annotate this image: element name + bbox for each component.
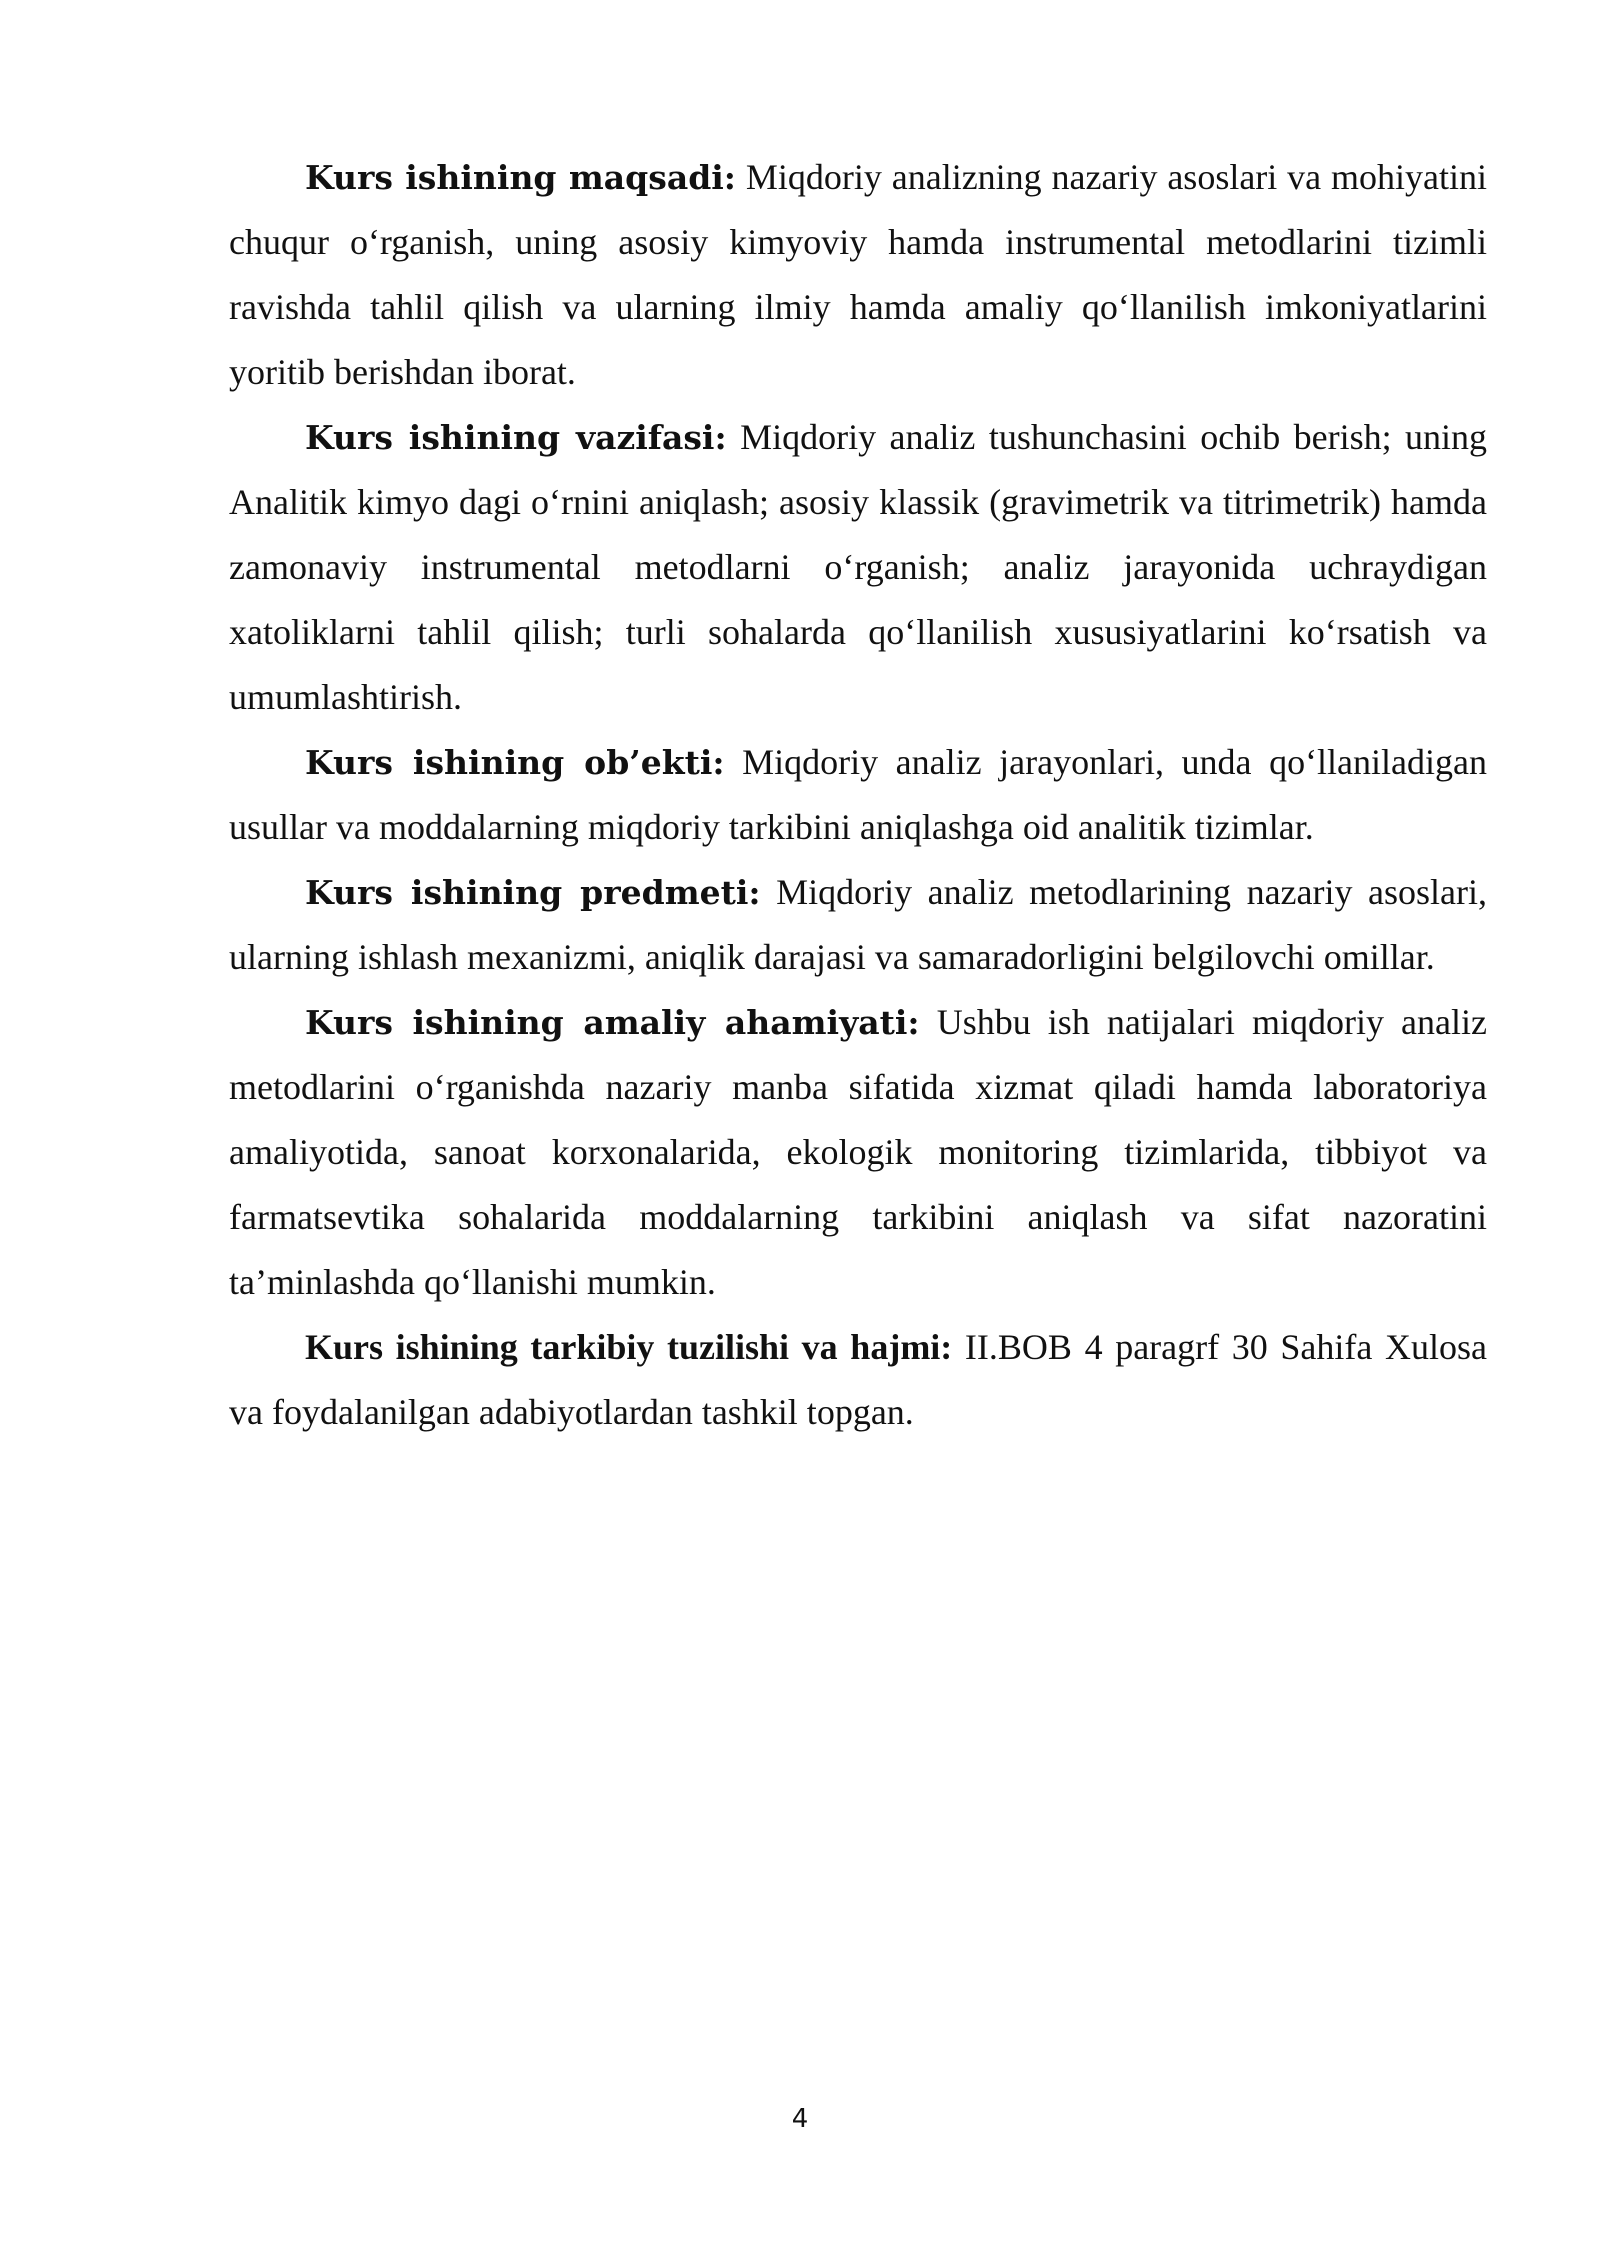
document-body [229, 145, 1487, 1445]
paragraph-tarkibiy-tuzilishi [229, 1315, 1487, 1445]
paragraph-text: Ushbu ish natijalari miqdoriy analiz metodlarini o‘rganishda nazariy manba sifatida xizmat qiladi hamda laboratoriya amaliyotida, sanoat korxonalarida, ekologik monitoring tizimlarida, tibbiyot va farmatsevtika sohalarida moddalarning tarkibini aniqlash va sifat nazoratini ta’minlashda qo‘llanishi mumkin. [229, 1002, 1487, 1302]
paragraph-amaliy-ahamiyati [229, 990, 1487, 1315]
paragraph-predmeti [229, 860, 1487, 990]
paragraph-label: Kurs ishining tarkibiy tuzilishi va hajmi: [305, 1327, 953, 1367]
paragraph-label: Kurs ishining ob’ekti: [305, 743, 725, 782]
paragraph-vazifasi [229, 405, 1487, 730]
paragraph-text: Miqdoriy analiz jarayonlari, unda qo‘llaniladigan usullar va moddalarning miqdoriy tarkibini aniqlashga oid analitik tizimlar. [229, 742, 1487, 847]
paragraph-label: Kurs ishining maqsadi: [305, 158, 736, 197]
paragraph-text: Miqdoriy analiz metodlarining nazariy asoslari, ularning ishlash mexanizmi, aniqlik darajasi va samaradorligini belgilovchi omillar. [229, 872, 1487, 977]
paragraph-obekti [229, 730, 1487, 860]
paragraph-text: Miqdoriy analiz tushunchasini ochib berish; uning Analitik kimyo dagi o‘rnini aniqlash; asosiy klassik (gravimetrik va titrimetrik) hamda zamonaviy instrumental metodlarni o‘rganish; analiz jarayonida uchraydigan xatoliklarni tahlil qilish; turli sohalarda qo‘llanilish xususiyatlarini ko‘rsatish va umumlashtirish. [229, 417, 1487, 717]
paragraph-maqsadi [229, 145, 1487, 405]
page-number: 4 [791, 2104, 809, 2134]
paragraph-label: Kurs ishining vazifasi: [305, 418, 727, 457]
paragraph-text: Miqdoriy analizning nazariy asoslari va mohiyatini chuqur o‘rganish, uning asosiy kimyoviy hamda instrumental metodlarini tizimli ravishda tahlil qilish va ularning ilmiy hamda amaliy qo‘llanilish imkoniyatlarini yoritib berishdan iborat. [229, 157, 1487, 392]
paragraph-label: Kurs ishining amaliy ahamiyati: [305, 1003, 920, 1042]
paragraph-text: II.BOB 4 paragrf 30 Sahifa Xulosa va foydalanilgan adabiyotlardan tashkil topgan. [229, 1327, 1487, 1432]
paragraph-label: Kurs ishining predmeti: [305, 873, 761, 912]
